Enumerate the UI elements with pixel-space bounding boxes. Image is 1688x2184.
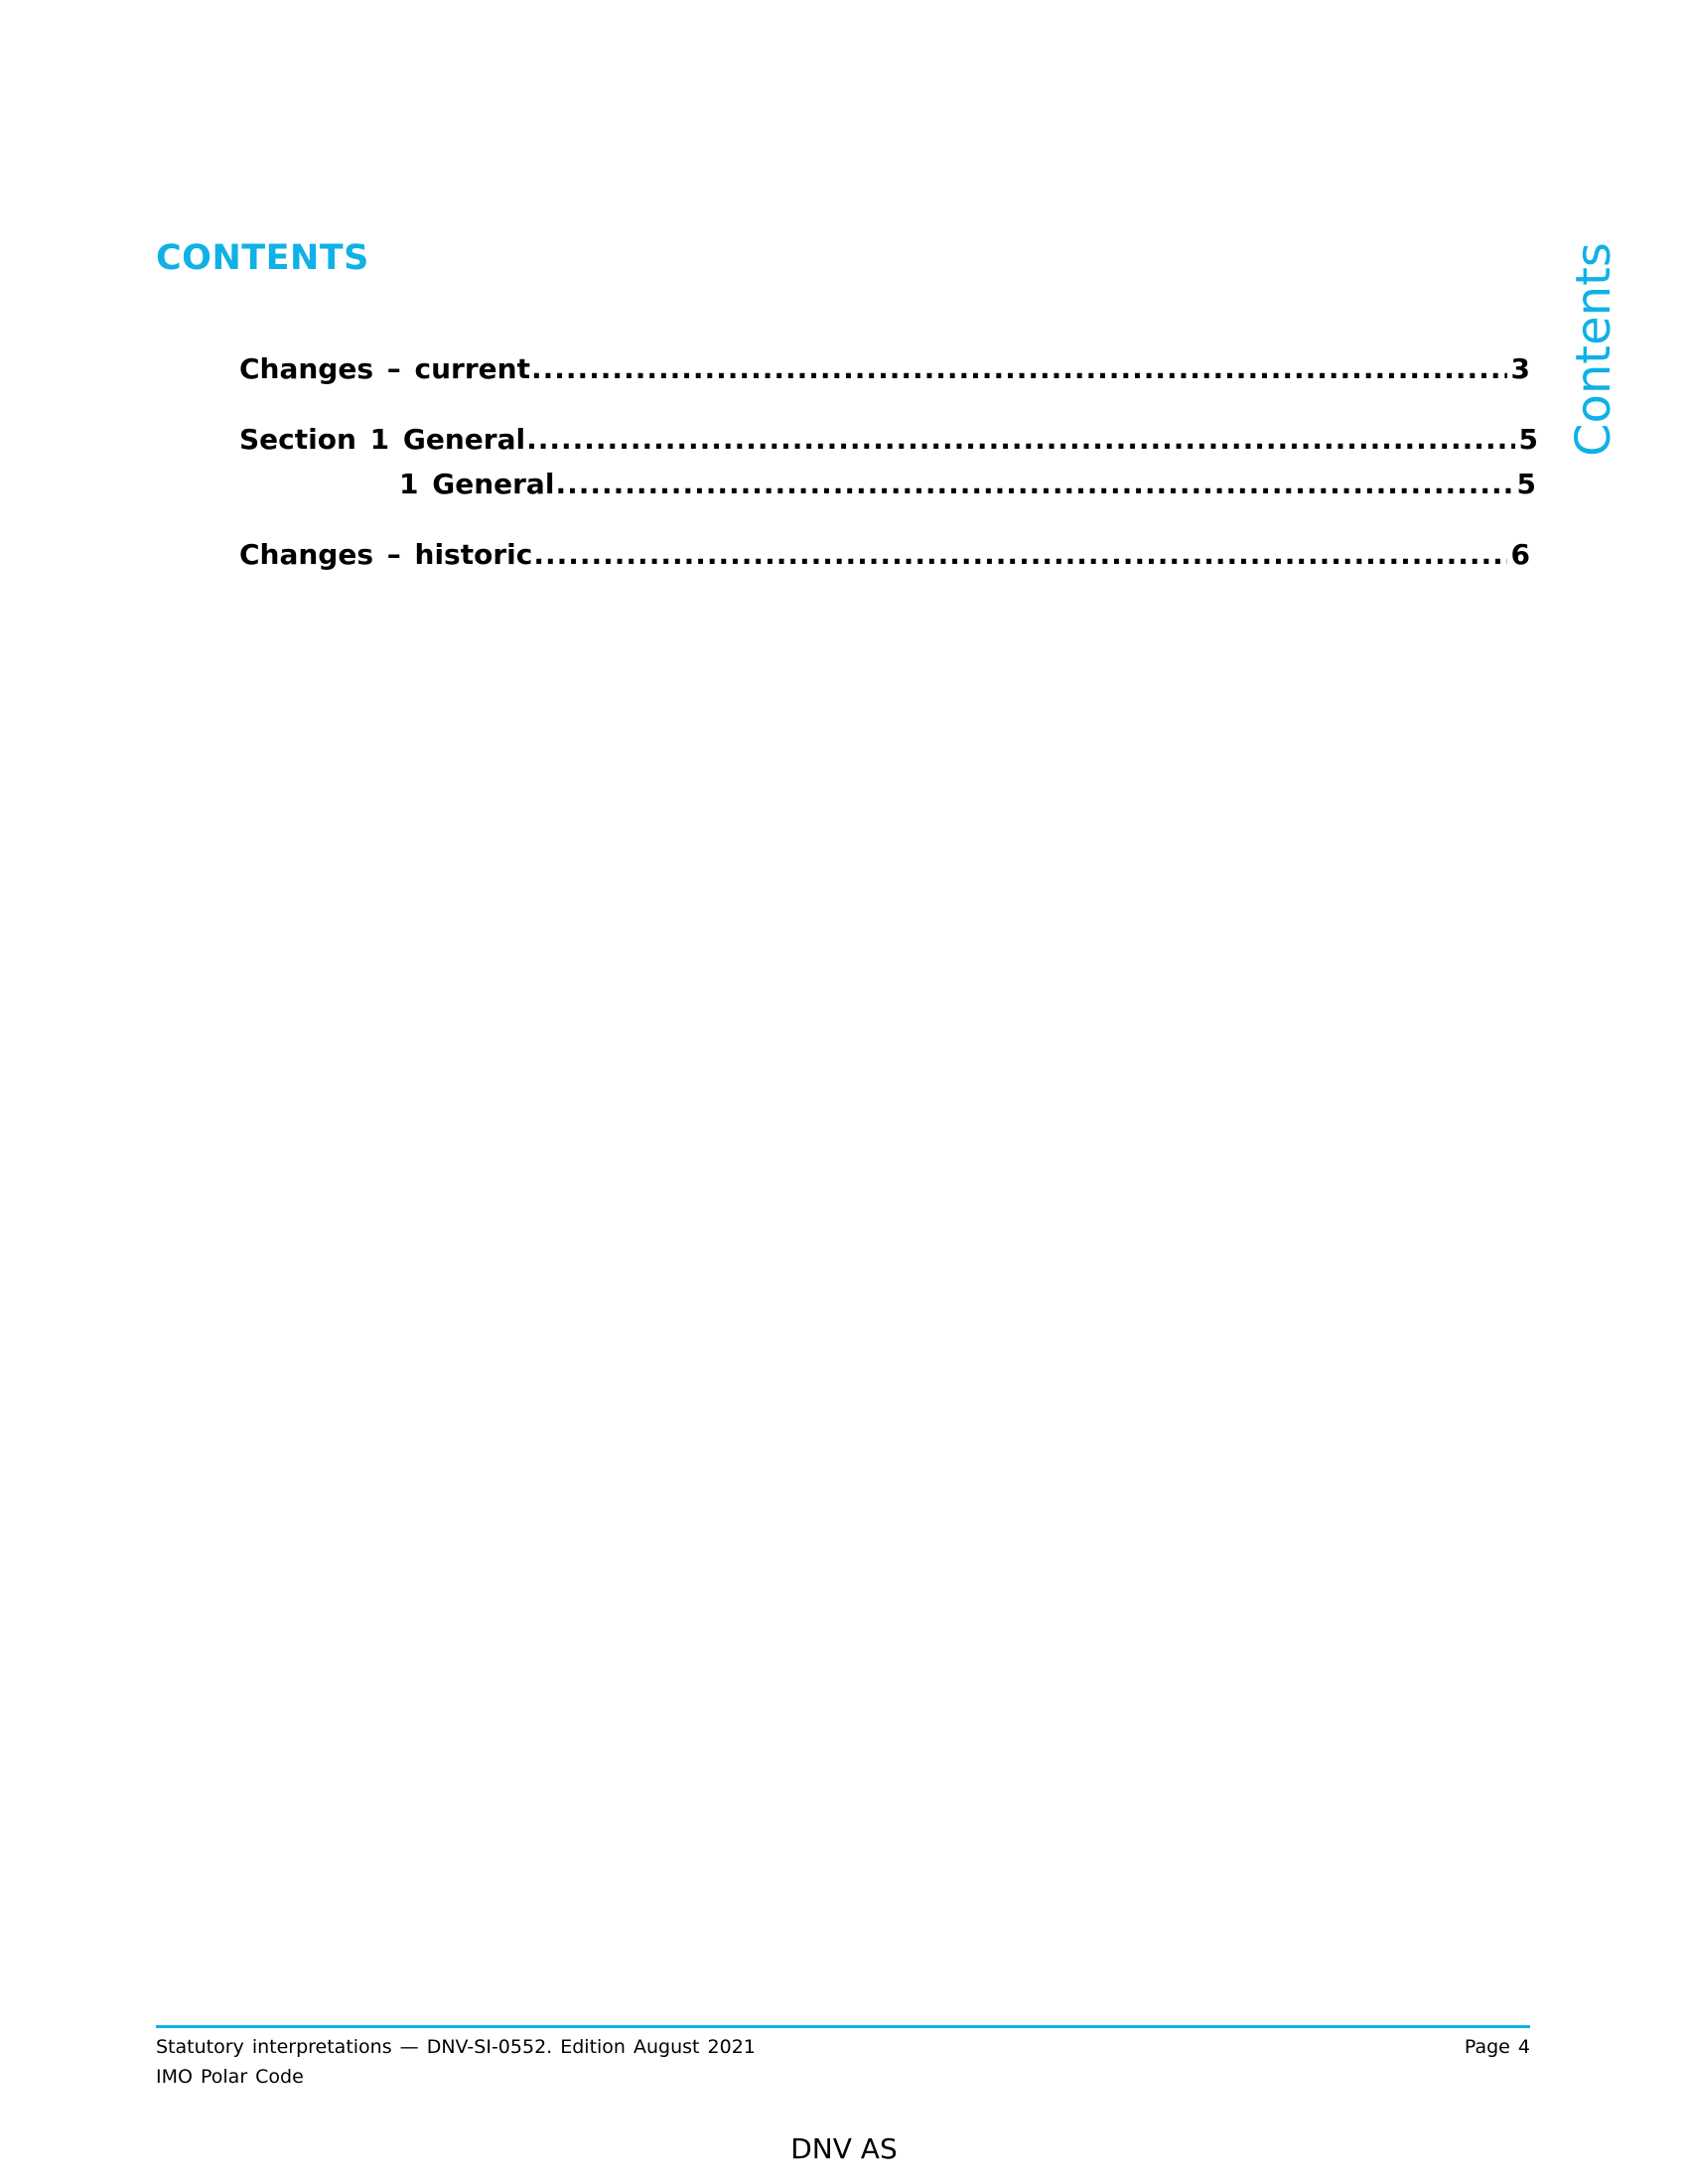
toc-dot-leader — [533, 538, 1506, 572]
toc-page-number: 5 — [1518, 423, 1538, 456]
toc-dot-leader — [526, 423, 1514, 457]
footer-company-name: DNV AS — [790, 2132, 898, 2165]
toc-page-number: 6 — [1510, 538, 1530, 571]
toc-entry-label: Changes – current — [239, 352, 530, 385]
toc-entry-section-1[interactable] — [239, 423, 1538, 457]
side-tab-label: Contents — [1566, 242, 1621, 457]
toc-entry-changes-historic[interactable] — [239, 538, 1530, 572]
footer-divider — [156, 2025, 1530, 2028]
toc-entry-label: Changes – historic — [239, 538, 533, 571]
toc-page-number: 3 — [1510, 352, 1530, 385]
toc-entry-changes-current[interactable] — [239, 352, 1530, 386]
toc-entry-label: 1 General — [399, 468, 555, 500]
toc-page-number: 5 — [1516, 468, 1536, 500]
footer-page-number: Page 4 — [1464, 2036, 1530, 2058]
toc-entry-label: Section 1 General — [239, 423, 526, 456]
footer-document-subtitle: IMO Polar Code — [156, 2066, 304, 2088]
toc-entry-subsection-1[interactable] — [399, 468, 1536, 501]
toc-dot-leader — [531, 352, 1507, 386]
contents-heading: CONTENTS — [156, 238, 369, 278]
toc-dot-leader — [555, 468, 1512, 501]
footer-document-title: Statutory interpretations — DNV-SI-0552. Edition August 2021 — [156, 2036, 756, 2058]
